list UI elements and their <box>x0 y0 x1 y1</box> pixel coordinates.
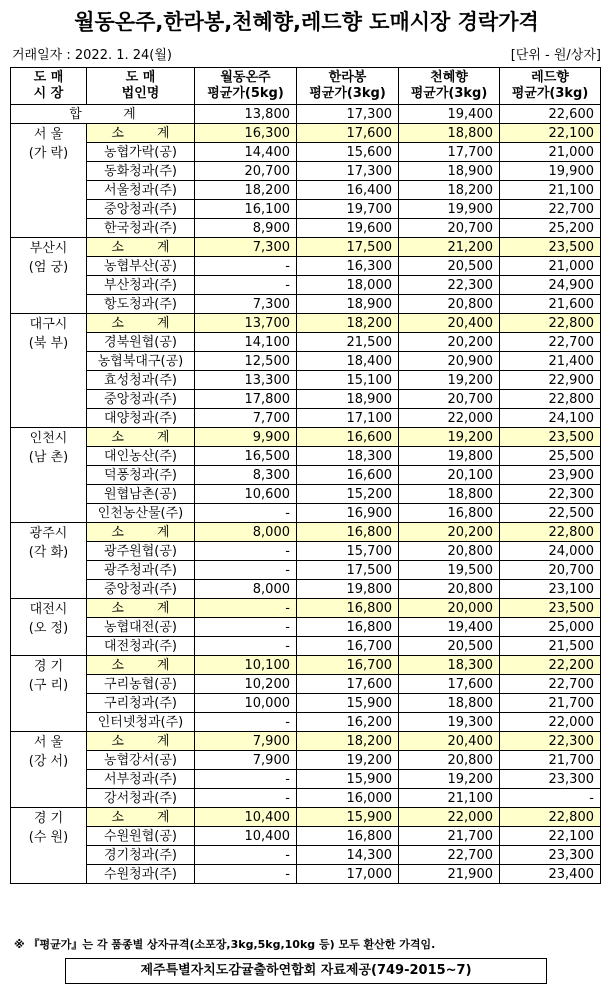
price-cell: 20,000 <box>399 599 500 618</box>
corp-name: 서울청과(주) <box>87 181 195 200</box>
price-cell: 19,800 <box>399 447 500 466</box>
corp-name: 소 계 <box>87 314 195 333</box>
price-cell: 10,400 <box>195 827 297 846</box>
table-row <box>11 542 601 561</box>
market-cell: 서 울 (강 서) <box>11 732 87 808</box>
price-cell: - <box>195 618 297 637</box>
corp-name: 농협강서(공) <box>87 751 195 770</box>
price-cell: 8,900 <box>195 219 297 238</box>
price-cell: 20,500 <box>399 637 500 656</box>
price-cell: 21,500 <box>297 333 399 352</box>
price-cell: - <box>195 561 297 580</box>
price-cell: 23,100 <box>500 580 601 599</box>
price-cell: 24,000 <box>500 542 601 561</box>
table-row <box>11 466 601 485</box>
corp-name: 인천농산물(주) <box>87 504 195 523</box>
price-cell: 17,800 <box>195 390 297 409</box>
price-cell: 22,700 <box>399 846 500 865</box>
price-cell: 18,200 <box>195 181 297 200</box>
price-cell: 12,500 <box>195 352 297 371</box>
price-cell: 17,600 <box>297 124 399 143</box>
header-corp: 도 매 법인명 <box>87 68 195 105</box>
trade-date: 거래일자 : 2022. 1. 24(월) <box>12 48 173 63</box>
price-cell: 20,800 <box>399 751 500 770</box>
price-cell: 23,500 <box>500 599 601 618</box>
corp-name: 구리청과(주) <box>87 694 195 713</box>
market-cell: 경 기 (구 리) <box>11 656 87 732</box>
price-cell: 21,200 <box>399 238 500 257</box>
corp-name: 농협대전(공) <box>87 618 195 637</box>
price-cell: 22,800 <box>500 808 601 827</box>
price-cell: 22,000 <box>500 713 601 732</box>
price-cell: 24,100 <box>500 409 601 428</box>
price-cell: 22,300 <box>500 732 601 751</box>
price-cell: 20,700 <box>195 162 297 181</box>
corp-name: 농협부산(공) <box>87 257 195 276</box>
price-cell: 19,600 <box>297 219 399 238</box>
price-cell: - <box>195 599 297 618</box>
price-cell: 17,600 <box>399 675 500 694</box>
price-cell: 22,200 <box>500 656 601 675</box>
corp-name: 중앙청과(주) <box>87 580 195 599</box>
corp-name: 중앙청과(주) <box>87 200 195 219</box>
table-row <box>11 618 601 637</box>
price-cell: 7,300 <box>195 238 297 257</box>
price-cell: 7,700 <box>195 409 297 428</box>
price-cell: 14,400 <box>195 143 297 162</box>
price-cell: 21,500 <box>500 637 601 656</box>
corp-name: 동화청과(주) <box>87 162 195 181</box>
price-cell: 21,700 <box>500 694 601 713</box>
corp-name: 소 계 <box>87 428 195 447</box>
price-cell: 8,000 <box>195 580 297 599</box>
price-cell: - <box>195 542 297 561</box>
price-cell: 18,900 <box>297 295 399 314</box>
price-cell: 22,800 <box>500 523 601 542</box>
price-cell: - <box>195 789 297 808</box>
header-row <box>11 68 601 105</box>
price-table <box>10 67 601 884</box>
price-cell: 10,000 <box>195 694 297 713</box>
price-cell: 19,700 <box>297 200 399 219</box>
table-row <box>11 770 601 789</box>
corp-name: 인터넷청과(주) <box>87 713 195 732</box>
price-cell: 18,000 <box>297 276 399 295</box>
price-cell: 20,800 <box>399 295 500 314</box>
price-cell: 18,200 <box>297 314 399 333</box>
price-cell: 19,200 <box>297 751 399 770</box>
corp-name: 소 계 <box>87 124 195 143</box>
price-cell: 18,200 <box>297 732 399 751</box>
corp-name: 경기청과(주) <box>87 846 195 865</box>
price-cell: 23,500 <box>500 428 601 447</box>
subtotal-row <box>11 428 601 447</box>
subtotal-row <box>11 238 601 257</box>
price-cell: 16,800 <box>297 523 399 542</box>
table-row <box>11 276 601 295</box>
table-row <box>11 162 601 181</box>
price-cell: 22,100 <box>500 124 601 143</box>
table-row <box>11 371 601 390</box>
price-cell: 10,600 <box>195 485 297 504</box>
price-cell: 8,300 <box>195 466 297 485</box>
price-cell: 16,200 <box>297 713 399 732</box>
price-cell: 21,700 <box>500 751 601 770</box>
subtotal-row <box>11 523 601 542</box>
price-cell: 22,500 <box>500 504 601 523</box>
price-cell: 19,300 <box>399 713 500 732</box>
price-cell: 13,300 <box>195 371 297 390</box>
price-cell: 15,900 <box>297 694 399 713</box>
table-row <box>11 447 601 466</box>
header-col-1: 한라봉 평균가(3kg) <box>297 68 399 105</box>
table-row <box>11 200 601 219</box>
price-cell: 16,600 <box>297 428 399 447</box>
price-cell: 17,000 <box>297 865 399 884</box>
table-row <box>11 865 601 884</box>
price-cell: 20,800 <box>399 580 500 599</box>
price-cell: 7,900 <box>195 751 297 770</box>
price-cell: 22,100 <box>500 827 601 846</box>
market-cell: 대전시 (오 정) <box>11 599 87 656</box>
price-cell: 19,200 <box>399 770 500 789</box>
price-cell: 20,400 <box>399 732 500 751</box>
price-cell: - <box>500 789 601 808</box>
total-value: 19,400 <box>399 105 500 124</box>
price-cell: 16,800 <box>297 599 399 618</box>
price-cell: 19,900 <box>500 162 601 181</box>
subtotal-row <box>11 124 601 143</box>
price-cell: - <box>195 637 297 656</box>
price-cell: 20,700 <box>399 390 500 409</box>
table-row <box>11 485 601 504</box>
total-value: 17,300 <box>297 105 399 124</box>
corp-name: 구리농협(공) <box>87 675 195 694</box>
corp-name: 대인농산(주) <box>87 447 195 466</box>
corp-name: 중앙청과(주) <box>87 390 195 409</box>
price-cell: 16,800 <box>297 618 399 637</box>
table-row <box>11 751 601 770</box>
table-row <box>11 257 601 276</box>
table-row <box>11 504 601 523</box>
corp-name: 덕풍청과(주) <box>87 466 195 485</box>
price-cell: 20,700 <box>500 561 601 580</box>
corp-name: 수원청과(주) <box>87 865 195 884</box>
price-cell: 21,000 <box>500 143 601 162</box>
price-cell: 15,200 <box>297 485 399 504</box>
table-row <box>11 352 601 371</box>
table-row <box>11 713 601 732</box>
corp-name: 원협남촌(공) <box>87 485 195 504</box>
price-cell: 20,500 <box>399 257 500 276</box>
price-cell: 20,200 <box>399 333 500 352</box>
price-cell: 14,100 <box>195 333 297 352</box>
table-row <box>11 333 601 352</box>
price-cell: 22,000 <box>399 409 500 428</box>
page-title: 월동온주,한라봉,천혜향,레드향 도매시장 경락가격 <box>74 10 539 34</box>
price-cell: - <box>195 846 297 865</box>
price-cell: 20,100 <box>399 466 500 485</box>
price-cell: - <box>195 504 297 523</box>
price-cell: 7,300 <box>195 295 297 314</box>
price-cell: 18,300 <box>297 447 399 466</box>
price-cell: 21,000 <box>500 257 601 276</box>
price-cell: 25,200 <box>500 219 601 238</box>
price-cell: 10,100 <box>195 656 297 675</box>
price-cell: 22,800 <box>500 314 601 333</box>
price-cell: 22,700 <box>500 333 601 352</box>
price-cell: 10,200 <box>195 675 297 694</box>
price-cell: - <box>195 276 297 295</box>
price-cell: 17,600 <box>297 675 399 694</box>
header-col-2: 천혜향 평균가(3kg) <box>399 68 500 105</box>
price-cell: 17,700 <box>399 143 500 162</box>
table-row <box>11 219 601 238</box>
price-cell: 18,900 <box>399 162 500 181</box>
price-cell: 15,100 <box>297 371 399 390</box>
price-cell: 17,300 <box>297 162 399 181</box>
total-row <box>11 105 601 124</box>
table-row <box>11 675 601 694</box>
corp-name: 효성청과(주) <box>87 371 195 390</box>
source-box: 제주특별자치도감귤출하연합회 자료제공(749-2015~7) <box>65 958 547 984</box>
price-cell: 18,900 <box>297 390 399 409</box>
corp-name: 소 계 <box>87 523 195 542</box>
price-cell: 19,800 <box>297 580 399 599</box>
price-cell: 25,000 <box>500 618 601 637</box>
market-cell: 경 기 (수 원) <box>11 808 87 884</box>
price-cell: 15,900 <box>297 770 399 789</box>
corp-name: 소 계 <box>87 732 195 751</box>
table-row <box>11 789 601 808</box>
price-cell: 22,800 <box>500 390 601 409</box>
price-cell: - <box>195 713 297 732</box>
price-cell: - <box>195 770 297 789</box>
table-row <box>11 561 601 580</box>
corp-name: 소 계 <box>87 656 195 675</box>
price-cell: 23,500 <box>500 238 601 257</box>
price-cell: 17,100 <box>297 409 399 428</box>
table-row <box>11 637 601 656</box>
price-cell: 15,700 <box>297 542 399 561</box>
price-cell: 8,000 <box>195 523 297 542</box>
corp-name: 광주원협(공) <box>87 542 195 561</box>
price-cell: 21,400 <box>500 352 601 371</box>
price-cell: 14,300 <box>297 846 399 865</box>
price-cell: 19,200 <box>399 371 500 390</box>
price-cell: 21,100 <box>500 181 601 200</box>
corp-name: 강서청과(주) <box>87 789 195 808</box>
header-market: 도 매 시 장 <box>11 68 87 105</box>
price-cell: 19,400 <box>399 618 500 637</box>
corp-name: 서부청과(주) <box>87 770 195 789</box>
corp-name: 경북원협(공) <box>87 333 195 352</box>
corp-name: 소 계 <box>87 599 195 618</box>
table-row <box>11 827 601 846</box>
corp-name: 소 계 <box>87 808 195 827</box>
corp-name: 대양청과(주) <box>87 409 195 428</box>
subtotal-row <box>11 314 601 333</box>
price-cell: 21,600 <box>500 295 601 314</box>
price-cell: 19,900 <box>399 200 500 219</box>
price-cell: 15,600 <box>297 143 399 162</box>
market-cell: 광주시 (각 화) <box>11 523 87 599</box>
table-row <box>11 846 601 865</box>
corp-name: 농협가락(공) <box>87 143 195 162</box>
price-cell: 16,600 <box>297 466 399 485</box>
price-cell: 16,800 <box>399 504 500 523</box>
price-cell: 23,300 <box>500 846 601 865</box>
price-cell: 16,900 <box>297 504 399 523</box>
price-cell: 20,700 <box>399 219 500 238</box>
price-cell: 23,400 <box>500 865 601 884</box>
price-cell: 16,300 <box>297 257 399 276</box>
price-cell: 23,900 <box>500 466 601 485</box>
table-row <box>11 390 601 409</box>
corp-name: 광주청과(주) <box>87 561 195 580</box>
price-cell: 16,800 <box>297 827 399 846</box>
price-cell: - <box>195 257 297 276</box>
price-cell: 9,900 <box>195 428 297 447</box>
corp-name: 수원원협(공) <box>87 827 195 846</box>
price-cell: 15,900 <box>297 808 399 827</box>
price-cell: 16,700 <box>297 656 399 675</box>
price-cell: 25,500 <box>500 447 601 466</box>
price-cell: 16,300 <box>195 124 297 143</box>
corp-name: 소 계 <box>87 238 195 257</box>
subtotal-row <box>11 656 601 675</box>
price-cell: 23,300 <box>500 770 601 789</box>
price-cell: 20,200 <box>399 523 500 542</box>
price-cell: 18,200 <box>399 181 500 200</box>
price-cell: 22,000 <box>399 808 500 827</box>
price-cell: 16,100 <box>195 200 297 219</box>
footnote: ※ 『평균가』는 각 품종별 상자규격(소포장,3kg,5kg,10kg 등) 모두 환산한 가격임. <box>14 938 436 951</box>
price-cell: 21,100 <box>399 789 500 808</box>
subtotal-row <box>11 599 601 618</box>
price-cell: 19,500 <box>399 561 500 580</box>
price-cell: 22,300 <box>500 485 601 504</box>
price-cell: 16,700 <box>297 637 399 656</box>
market-cell: 대구시 (북 부) <box>11 314 87 428</box>
price-cell: 20,900 <box>399 352 500 371</box>
price-cell: 16,500 <box>195 447 297 466</box>
price-cell: 7,900 <box>195 732 297 751</box>
total-value: 13,800 <box>195 105 297 124</box>
price-cell: 19,200 <box>399 428 500 447</box>
header-col-0: 월동온주 평균가(5kg) <box>195 68 297 105</box>
price-cell: 24,900 <box>500 276 601 295</box>
subtotal-row <box>11 808 601 827</box>
price-cell: 18,300 <box>399 656 500 675</box>
subtotal-row <box>11 732 601 751</box>
price-cell: 17,500 <box>297 238 399 257</box>
total-label: 합 계 <box>11 105 195 124</box>
total-value: 22,600 <box>500 105 601 124</box>
price-cell: 22,700 <box>500 675 601 694</box>
unit-label: [단위 - 원/상자] <box>510 48 601 63</box>
price-cell: 17,500 <box>297 561 399 580</box>
table-row <box>11 295 601 314</box>
price-cell: - <box>195 865 297 884</box>
corp-name: 농협북대구(공) <box>87 352 195 371</box>
corp-name: 부산청과(주) <box>87 276 195 295</box>
table-row <box>11 143 601 162</box>
price-cell: 22,900 <box>500 371 601 390</box>
corp-name: 대전청과(주) <box>87 637 195 656</box>
price-cell: 10,400 <box>195 808 297 827</box>
price-cell: 18,800 <box>399 124 500 143</box>
price-cell: 16,400 <box>297 181 399 200</box>
price-cell: 20,800 <box>399 542 500 561</box>
price-cell: 20,400 <box>399 314 500 333</box>
table-row <box>11 409 601 428</box>
price-cell: 21,700 <box>399 827 500 846</box>
price-cell: 16,000 <box>297 789 399 808</box>
table-row <box>11 181 601 200</box>
price-cell: 21,900 <box>399 865 500 884</box>
price-cell: 18,800 <box>399 694 500 713</box>
header-col-3: 레드향 평균가(3kg) <box>500 68 601 105</box>
price-cell: 18,400 <box>297 352 399 371</box>
corp-name: 한국청과(주) <box>87 219 195 238</box>
market-cell: 서 울 (가 락) <box>11 124 87 238</box>
market-cell: 부산시 (엄 궁) <box>11 238 87 314</box>
table-row <box>11 694 601 713</box>
corp-name: 항도청과(주) <box>87 295 195 314</box>
price-cell: 22,700 <box>500 200 601 219</box>
price-cell: 22,300 <box>399 276 500 295</box>
price-cell: 13,700 <box>195 314 297 333</box>
table-row <box>11 580 601 599</box>
price-cell: 18,800 <box>399 485 500 504</box>
market-cell: 인천시 (남 촌) <box>11 428 87 523</box>
